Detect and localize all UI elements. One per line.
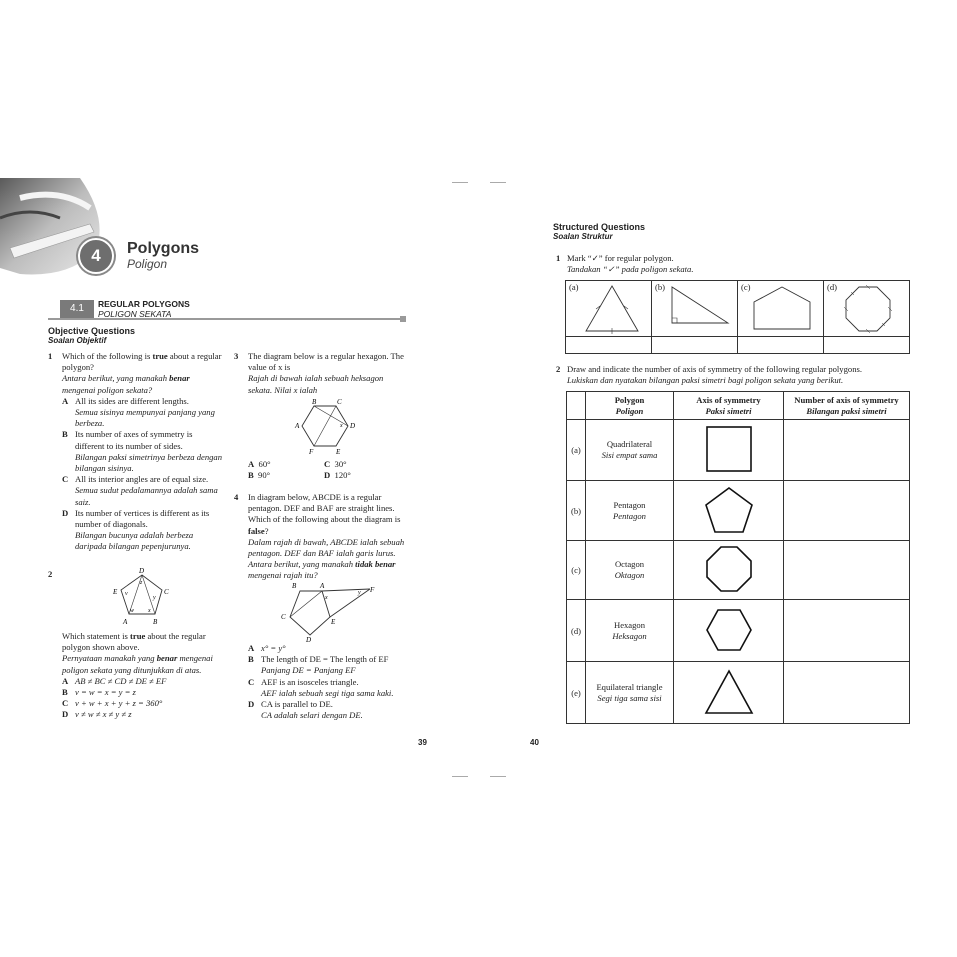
octagon-shape — [704, 544, 754, 594]
table-row — [567, 541, 910, 600]
row-shape-cell[interactable] — [674, 600, 784, 662]
row-polygon-name: Equilateral triangle Segi tiga sama sisi — [586, 662, 674, 724]
row-count-cell[interactable] — [784, 481, 910, 541]
question-4-option-b[interactable]: B The length of DE = The length of EF Panjang DE = Panjang EF — [248, 654, 389, 676]
structured-question-1-number: 1 — [556, 253, 561, 263]
row-key: (b) — [567, 481, 586, 541]
q2-angle-z: z — [140, 580, 143, 586]
regular-octagon-shape — [840, 283, 896, 335]
q2-label-d: D — [139, 567, 145, 575]
question-4-option-d[interactable]: D CA is parallel to DE. CA adalah selari dengan DE. — [248, 699, 363, 721]
q2-label-e: E — [113, 588, 118, 596]
row-shape-cell[interactable] — [674, 662, 784, 724]
q3-label-a: A — [295, 422, 300, 430]
square-shape — [704, 424, 754, 474]
structured-question-1-translation: Tandakan “✓” pada poligon sekata. — [567, 264, 694, 275]
equilateral-triangle-shape — [582, 283, 642, 335]
question-2-pentagon-diagram — [108, 566, 188, 632]
question-2-number: 2 — [48, 569, 53, 579]
regular-polygon-check-table — [565, 280, 910, 354]
q3-angle-x: x — [340, 423, 343, 429]
answer-cell-a[interactable] — [566, 337, 652, 354]
row-shape-cell[interactable] — [674, 420, 784, 481]
question-1-option-d[interactable]: D Its number of vertices is different as its number of diagonals. Bilangan bucunya adalah berbeza daripada bilangan pepenjurunya. — [62, 507, 210, 552]
question-3-option-d[interactable]: D 120° — [324, 470, 351, 480]
question-3-option-c[interactable]: C 30° — [324, 459, 347, 469]
answer-cell-b[interactable] — [652, 337, 738, 354]
shape-cell-d-label: (d) — [827, 282, 838, 292]
q2-label-a: A — [123, 618, 128, 626]
question-2-translation: Pernyataan manakah yang benar mengenai poligon sekata yang ditunjukkan di atas. — [62, 653, 213, 675]
structured-question-2-text: Draw and indicate the number of axis of symmetry of the following regular polygons. — [567, 364, 862, 374]
row-key: (c) — [567, 541, 586, 600]
q4-angle-y: y — [358, 590, 361, 596]
question-4-option-a[interactable]: A x° = y° — [248, 643, 286, 653]
symmetry-table-header-blank — [567, 392, 586, 420]
question-4-options — [248, 643, 408, 721]
row-polygon-name: Octagon Oktagon — [586, 541, 674, 600]
structured-question-2-number: 2 — [556, 364, 561, 374]
q4-label-b: B — [292, 582, 297, 590]
question-3-hexagon-diagram — [292, 397, 364, 457]
symmetry-table — [566, 391, 910, 724]
q2-angle-v: v — [125, 591, 128, 597]
question-1-number: 1 — [48, 351, 53, 361]
q3-label-f: F — [309, 448, 314, 456]
trim-mark — [490, 182, 506, 183]
row-key: (a) — [567, 420, 586, 481]
row-polygon-name: Hexagon Heksagon — [586, 600, 674, 662]
q2-angle-y: y — [153, 595, 156, 601]
structured-question-1 — [556, 253, 896, 275]
symmetry-table-header-polygon: Polygon Poligon — [586, 392, 674, 420]
question-2 — [62, 631, 227, 721]
structured-question-1-text: Mark “✓” for regular polygon. — [567, 253, 674, 263]
q3-label-b: B — [312, 398, 317, 406]
q4-label-a: A — [320, 582, 325, 590]
row-count-cell[interactable] — [784, 541, 910, 600]
section-title: REGULAR POLYGONS — [98, 299, 190, 309]
shape-cell-a-label: (a) — [569, 282, 579, 292]
question-3-number: 3 — [234, 351, 239, 361]
question-1-text: Which of the following is true about a regular polygon? — [62, 351, 222, 373]
house-pentagon-shape — [750, 283, 816, 335]
table-row — [567, 420, 910, 481]
question-3-translation: Rajah di bawah ialah sebuah heksagon sekata. Nilai x ialah — [248, 373, 384, 395]
shape-cell-c — [738, 281, 824, 337]
row-key: (e) — [567, 662, 586, 724]
structured-heading: Structured Questions — [553, 222, 646, 232]
trim-mark — [452, 182, 468, 183]
triangle-shape — [703, 668, 755, 716]
chapter-number: 4 — [91, 246, 101, 265]
row-shape-cell[interactable] — [674, 541, 784, 600]
answer-cell-c[interactable] — [738, 337, 824, 354]
row-key: (d) — [567, 600, 586, 662]
chapter-title: Polygons — [127, 240, 200, 257]
question-1-option-c[interactable]: C All its interior angles are of equal size. Semua sudut pedalamannya adalah sama saiz. — [62, 474, 218, 507]
q2-angle-w: w — [130, 608, 135, 614]
q2-angle-x: x — [148, 608, 151, 614]
row-polygon-name: Pentagon Pentagon — [586, 481, 674, 541]
q2-label-b: B — [153, 618, 158, 626]
right-triangle-shape — [666, 283, 732, 335]
shape-cell-c-label: (c) — [741, 282, 751, 292]
section-number: 4.1 — [70, 303, 84, 314]
section-rule-end — [400, 316, 406, 322]
symmetry-table-header-count: Number of axis of symmetry Bilangan paksi simetri — [784, 392, 910, 420]
q4-label-f: F — [370, 586, 375, 594]
row-shape-cell[interactable] — [674, 481, 784, 541]
page-number-left: 39 — [418, 738, 427, 747]
question-2-text: Which statement is true about the regular polygon shown above. — [62, 631, 206, 653]
question-1 — [48, 351, 223, 553]
table-row — [567, 481, 910, 541]
question-2-option-d[interactable]: D v ≠ w ≠ x ≠ y ≠ z — [62, 709, 132, 720]
q2-label-c: C — [164, 588, 169, 596]
row-count-cell[interactable] — [784, 600, 910, 662]
shape-cell-b-label: (b) — [655, 282, 666, 292]
q4-label-e: E — [331, 618, 336, 626]
objective-heading: Objective Questions — [48, 326, 136, 336]
question-4-pentagon-diagram — [278, 581, 378, 643]
objective-subheading: Soalan Objektif — [48, 336, 107, 345]
pentagon-shape — [703, 485, 755, 535]
question-3-option-b[interactable]: B 90° — [248, 470, 271, 480]
row-polygon-name: Quadrilateral Sisi empat sama — [586, 420, 674, 481]
trim-mark — [490, 776, 506, 777]
chapter-subtitle: Poligon — [127, 257, 168, 271]
row-count-cell[interactable] — [784, 662, 910, 724]
question-1-option-b[interactable]: B Its number of axes of symmetry is different to its number of sides. Bilangan paksi simetrinya berbeza dengan bilangan sisinya. — [62, 429, 223, 474]
structured-question-2-translation: Lukiskan dan nyatakan bilangan paksi simetri bagi poligon sekata yang berikut. — [567, 375, 844, 386]
shape-cell-d — [824, 281, 910, 337]
q3-label-e: E — [336, 448, 341, 456]
q4-label-d: D — [306, 636, 312, 643]
table-row — [567, 600, 910, 662]
question-3-text: The diagram below is a regular hexagon. The value of x is — [248, 351, 404, 373]
question-2-option-b[interactable]: B v = w = x = y = z — [62, 687, 136, 698]
shape-cell-b — [652, 281, 738, 337]
row-count-cell[interactable] — [784, 420, 910, 481]
section-subtitle: POLIGON SEKATA — [98, 309, 172, 319]
q3-label-c: C — [337, 398, 342, 406]
question-2-option-c[interactable]: C v + w + x + y + z = 360° — [62, 698, 163, 709]
hexagon-shape — [704, 607, 754, 653]
q4-angle-x: x — [325, 595, 328, 601]
question-2-option-a[interactable]: A AB ≠ BC ≠ CD ≠ DE ≠ EF — [62, 675, 167, 686]
question-1-option-a[interactable]: A All its sides are different lengths. Semua sisinya mempunyai panjang yang berbeza. — [62, 395, 215, 429]
symmetry-table-header-axis: Axis of symmetry Paksi simetri — [674, 392, 784, 420]
q4-label-c: C — [281, 613, 286, 621]
question-4-text: In diagram below, ABCDE is a regular pentagon. DEF and BAF are straight lines. Which of the following about the diagram is false? — [248, 492, 401, 536]
question-3-option-a[interactable]: A 60° — [248, 459, 271, 469]
table-row — [567, 662, 910, 724]
question-4-translation: Dalam rajah di bawah, ABCDE ialah sebuah pentagon. DEF dan BAF ialah garis lurus. Antara berikut, yang manakah tidak benar mengenai rajah itu? — [248, 536, 405, 581]
trim-mark — [452, 776, 468, 777]
page-number-right: 40 — [530, 738, 539, 747]
structured-question-2 — [556, 364, 916, 386]
shape-cell-a — [566, 281, 652, 337]
question-4 — [234, 492, 406, 582]
question-4-number: 4 — [234, 492, 239, 502]
question-4-option-c[interactable]: C AEF is an isosceles triangle. AEF ialah sebuah segi tiga sama kaki. — [248, 676, 394, 698]
q3-label-d: D — [350, 422, 356, 430]
structured-subheading: Soalan Struktur — [553, 232, 613, 241]
answer-cell-d[interactable] — [824, 337, 910, 354]
question-3 — [234, 351, 404, 396]
question-1-translation: Antara berikut, yang manakah benar mengenai poligon sekata? — [62, 373, 190, 395]
